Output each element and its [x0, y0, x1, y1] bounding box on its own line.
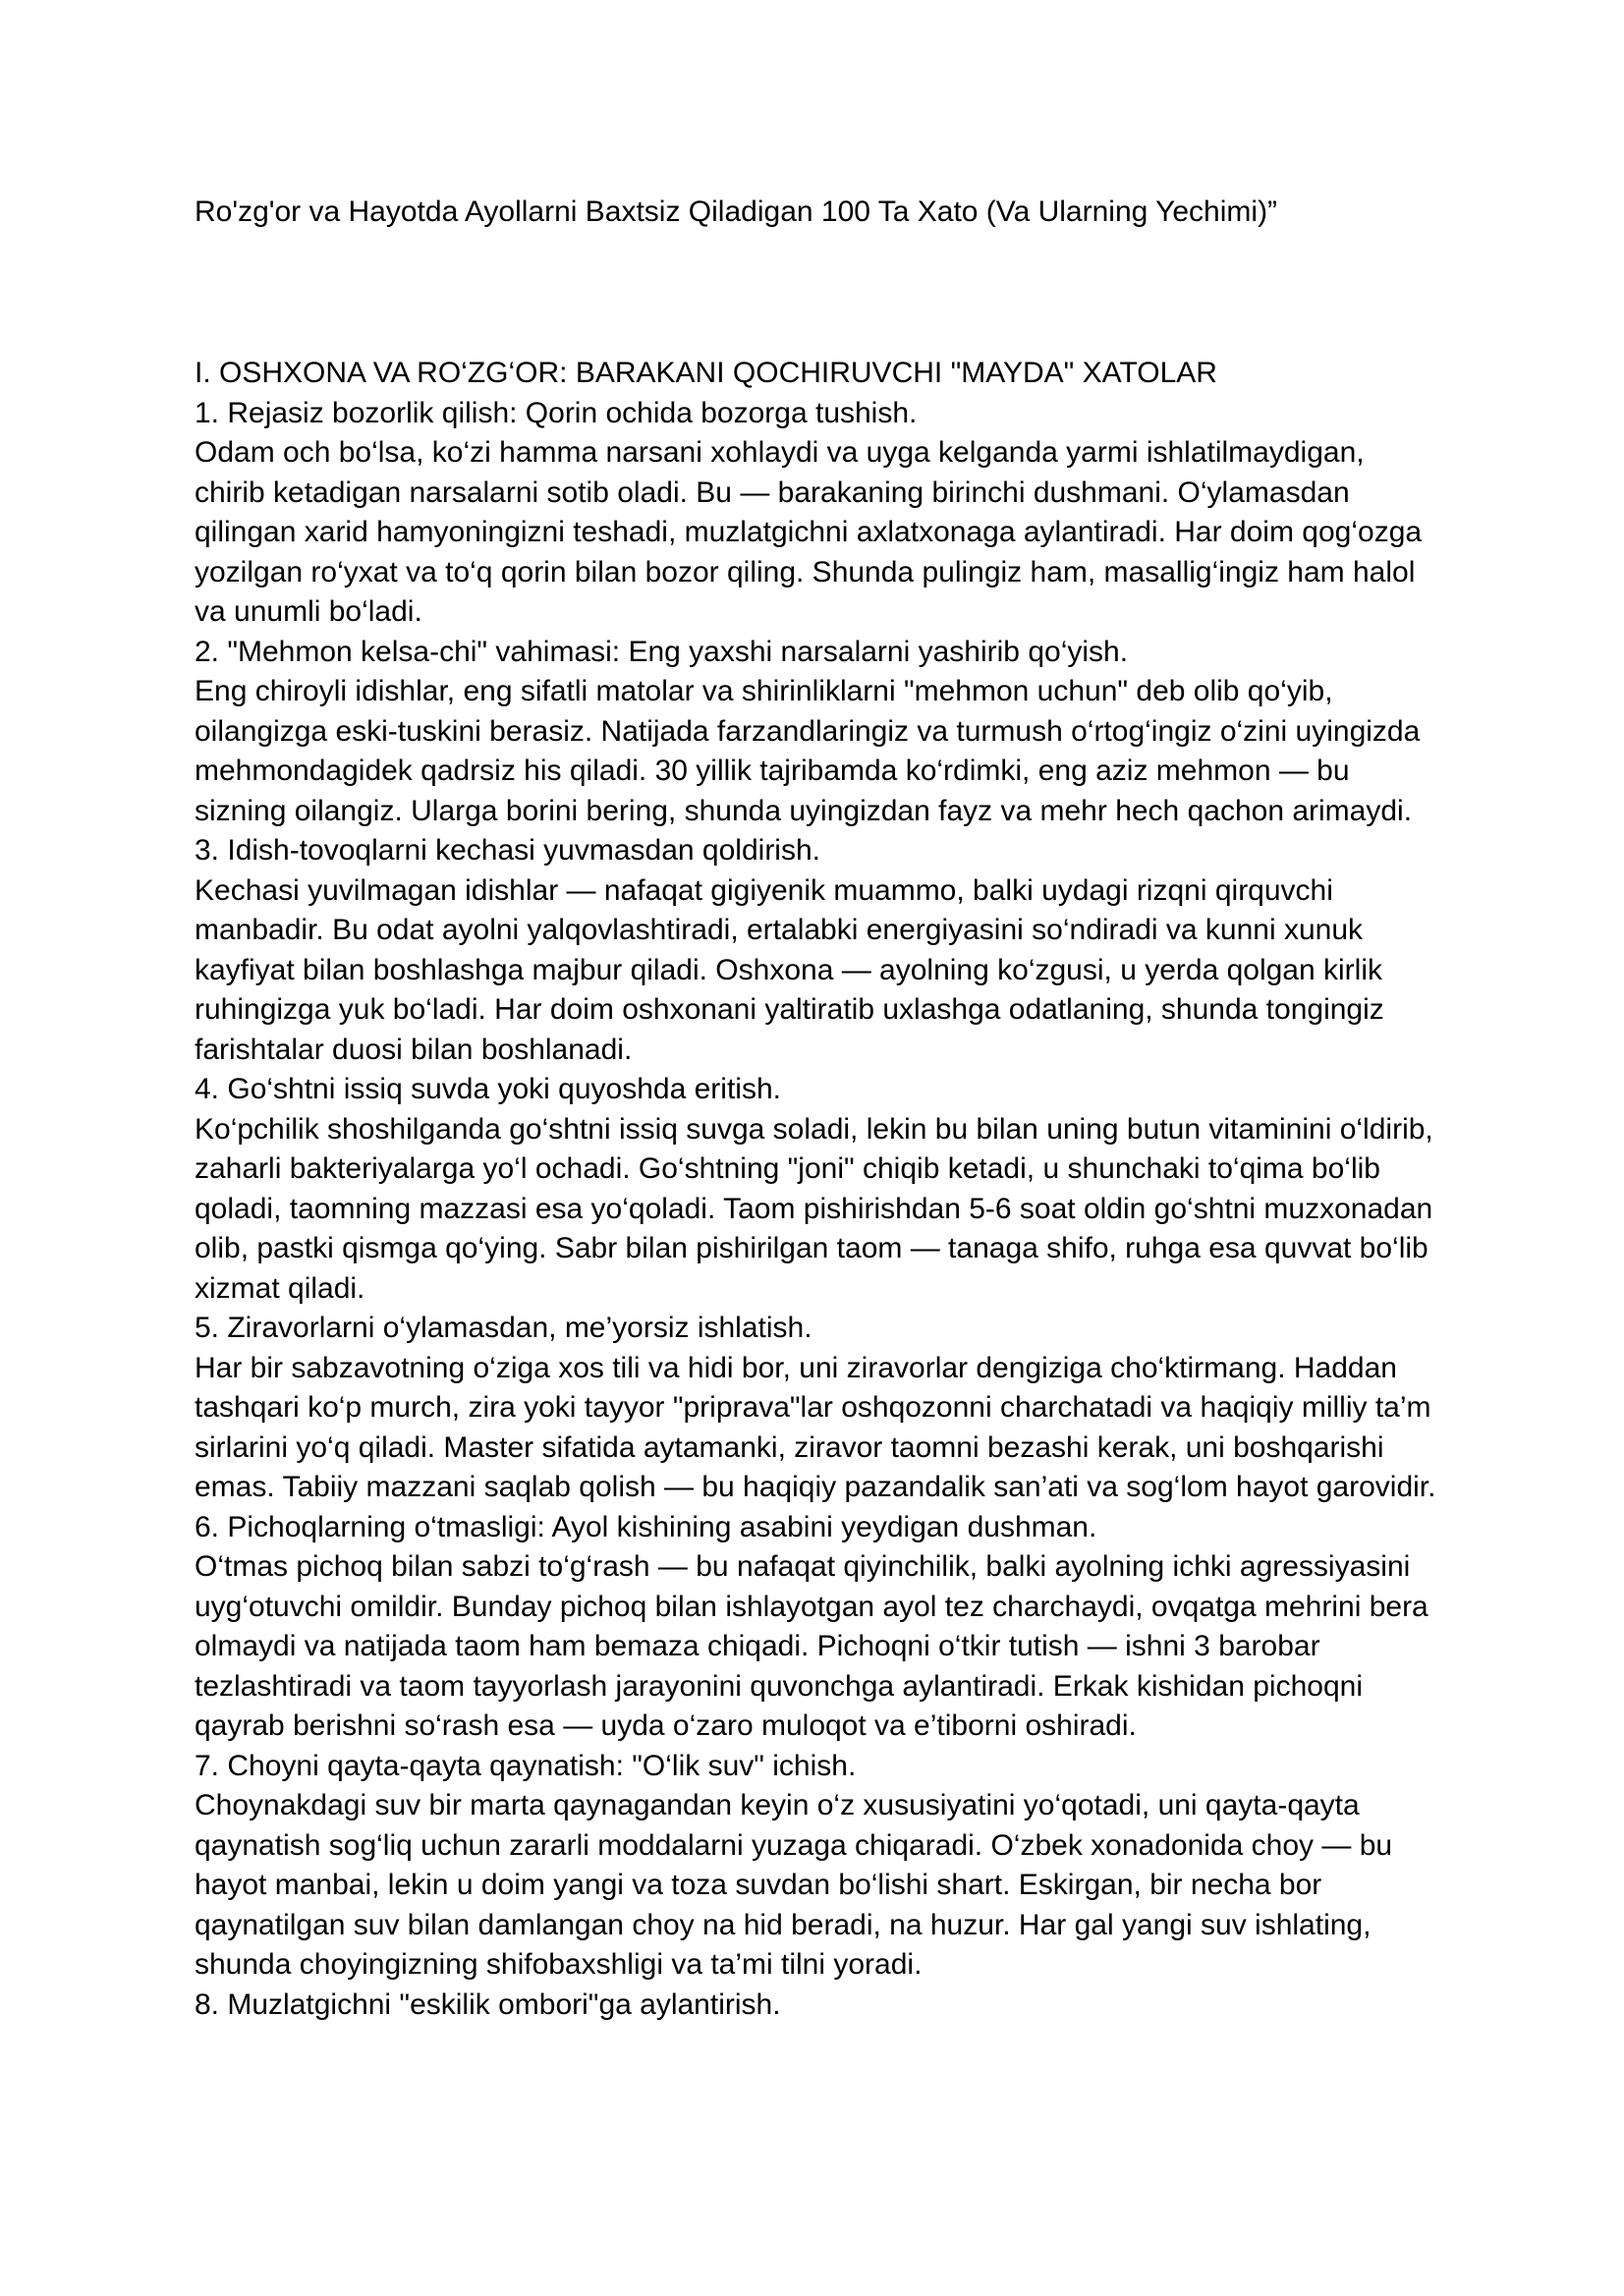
item-1-body: Odam och bo‘lsa, ko‘zi hamma narsani xohlaydi va uyga kelganda yarmi ishlatilmaydigan, chirib ketadigan narsalarni sotib oladi. Bu — barakaning birinchi dushmani. O‘ylamasdan qilingan xarid hamyoningizni teshadi, muzlatgichni axlatxonaga aylantiradi. Har doim qog‘ozga yozilgan ro‘yxat va to‘q qorin bilan bozor qiling. Shunda pulingiz ham, masallig‘ingiz ham halol va unumli bo‘ladi. — [195, 436, 1423, 628]
item-5-body: Har bir sabzavotning o‘ziga xos tili va hidi bor, uni ziravorlar dengiziga cho‘ktirmang. Haddan tashqari ko‘p murch, zira yoki tayyor "priprava"lar oshqozonni charchatadi va haqiqiy milliy ta’m sirlarini yo‘q qiladi. Master sifatida aytamanki, ziravor taomni bezashi kerak, uni boshqarishi emas. Tabiiy mazzani saqlab qolish — bu haqiqiy pazandalik san’ati va sog‘lom hayot garovidir. — [195, 1351, 1436, 1503]
section-heading: I. OSHXONA VA RO‘ZG‘OR: BARAKANI QOCHIRUVCHI "MAYDA" XATOLAR — [195, 357, 1217, 389]
document-body — [195, 354, 1440, 2025]
document-title: Ro'zg'or va Hayotda Ayollarni Baxtsiz Qiladigan 100 Ta Xato (Va Ularning Yechimi)” — [195, 196, 1278, 228]
item-7-body: Choynakdagi suv bir marta qaynagandan keyin o‘z xususiyatini yo‘qotadi, uni qayta-qayta qaynatish sog‘liq uchun zararli moddalarni yuzaga chiqaradi. O‘zbek xonadonida choy — bu hayot manbai, lekin u doim yangi va toza suvdan bo‘lishi shart. Eskirgan, bir necha bor qaynatilgan suv bilan damlangan choy na hid beradi, na huzur. Har gal yangi suv ishlating, shunda choyingizning shifobaxshligi va ta’mi tilni yoradi. — [195, 1789, 1393, 1981]
item-1-heading: 1. Rejasiz bozorlik qilish: Qorin ochida bozorga tushish. — [195, 396, 918, 429]
item-2-body: Eng chiroyli idishlar, eng sifatli matolar va shirinliklarni "mehmon uchun" deb olib qo‘yib, oilangizga eski-tuskini berasiz. Natijada farzandlaringiz va turmush o‘rtog‘ingiz o‘zini uyingizda mehmondagidek qadrsiz his qiladi. 30 yillik tajribamda ko‘rdimki, eng aziz mehmon — bu sizning oilangiz. Ularga borini bering, shunda uyingizdan fayz va mehr hech qachon arimaydi. — [195, 675, 1421, 827]
item-2-heading: 2. "Mehmon kelsa-chi" vahimasi: Eng yaxshi narsalarni yashirib qo‘yish. — [195, 635, 1129, 668]
item-4-body: Ko‘pchilik shoshilganda go‘shtni issiq suvga soladi, lekin bu bilan uning butun vitaminini o‘ldirib, zaharli bakteriyalarga yo‘l ochadi. Go‘shtning "joni" chiqib ketadi, u shunchaki to‘qima bo‘lib qoladi, taomning mazzasi esa yo‘qoladi. Taom pishirishdan 5-6 soat oldin go‘shtni muzxonadan olib, pastki qismga qo‘ying. Sabr bilan pishirilgan taom — tanaga shifo, ruhga esa quvvat bo‘lib xizmat qiladi. — [195, 1112, 1433, 1305]
item-5-heading: 5. Ziravorlarni o‘ylamasdan, me’yorsiz ishlatish. — [195, 1312, 812, 1344]
item-6-heading: 6. Pichoqlarning o‘tmasligi: Ayol kishining asabini yeydigan dushman. — [195, 1510, 1097, 1543]
item-4-heading: 4. Go‘shtni issiq suvda yoki quyoshda eritish. — [195, 1073, 781, 1105]
item-8-heading: 8. Muzlatgichni "eskilik ombori"ga aylantirish. — [195, 1988, 781, 2021]
item-3-body: Kechasi yuvilmagan idishlar — nafaqat gigiyenik muammo, balki uydagi rizqni qirquvchi manbadir. Bu odat ayolni yalqovlashtiradi, ertalabki energiyasini so‘ndiradi va kunni xunuk kayfiyat bilan boshlashga majbur qiladi. Oshxona — ayolning ko‘zgusi, u yerda qolgan kirlik ruhingizga yuk bo‘ladi. Har doim oshxonani yaltiratib uxlashga odatlaning, shunda tongingiz farishtalar duosi bilan boshlanadi. — [195, 873, 1384, 1066]
item-6-body: O‘tmas pichoq bilan sabzi to‘g‘rash — bu nafaqat qiyinchilik, balki ayolning ichki agressiyasini uyg‘otuvchi omildir. Bunday pichoq bilan ishlayotgan ayol tez charchaydi, ovqatga mehrini bera olmaydi va natijada taom ham bemaza chiqadi. Pichoqni o‘tkir tutish — ishni 3 barobar tezlashtiradi va taom tayyorlash jarayonini quvonchga aylantiradi. Erkak kishidan pichoqni qayrab berishni so‘rash esa — uyda o‘zaro muloqot va e’tiborni oshiradi. — [195, 1550, 1428, 1742]
item-3-heading: 3. Idish-tovoqlarni kechasi yuvmasdan qoldirish. — [195, 834, 820, 867]
item-7-heading: 7. Choyni qayta-qayta qaynatish: "O‘lik suv" ichish. — [195, 1749, 857, 1782]
